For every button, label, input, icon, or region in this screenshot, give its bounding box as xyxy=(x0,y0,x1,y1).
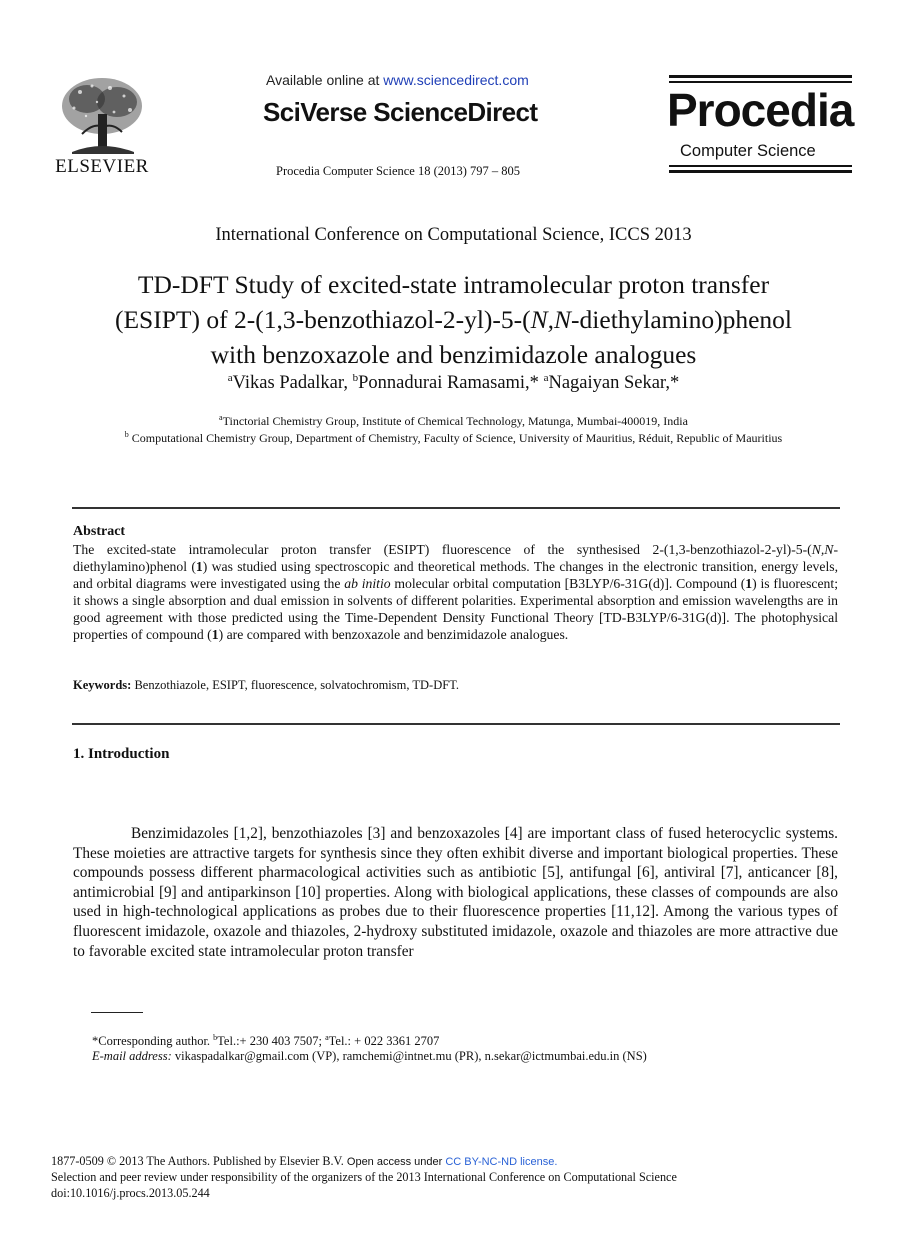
email-footnote xyxy=(92,1049,647,1064)
sciencedirect-link[interactable]: www.sciencedirect.com xyxy=(383,72,529,88)
email-label: E-mail address: xyxy=(92,1049,172,1063)
open-access-text: Open access under xyxy=(346,1156,446,1168)
title-line-2a: (ESIPT) of 2-(1,3-benzothiazol-2-yl)-5-( xyxy=(114,305,531,334)
affiliation-sup: a xyxy=(219,413,223,422)
footnote-sup: b xyxy=(213,1033,218,1042)
compound-number: 1 xyxy=(745,576,753,591)
title-line-2b: -diethylamino)phenol xyxy=(571,305,792,334)
peer-review-line: Selection and peer review under responsibility of the organizers of the 2013 International Conference on Computational Science xyxy=(51,1170,677,1184)
procedia-subtitle: Computer Science xyxy=(680,142,816,160)
affiliation-b xyxy=(0,430,907,446)
copyright-text: 1877-0509 © 2013 The Authors. Published by Elsevier B.V. xyxy=(51,1154,347,1168)
author-sup: a xyxy=(543,372,549,384)
introduction-heading: 1. Introduction xyxy=(73,746,170,762)
procedia-rule-bottom-thin xyxy=(669,165,852,167)
corresponding-author-footnote xyxy=(92,1033,439,1049)
procedia-rule-bottom xyxy=(669,170,852,173)
keywords xyxy=(73,678,459,693)
license-link[interactable]: CC BY-NC-ND license. xyxy=(445,1156,558,1168)
available-online xyxy=(266,72,529,88)
doi-line: doi:10.1016/j.procs.2013.05.244 xyxy=(51,1186,210,1200)
abstract-run: ) is fluorescent; it shows a single absorption and dual emission in solvents of different polarities. Experimental absorption and emission wavelengths are in good agreement with those predicted using the Time-Dependent Density Functional Theory [TD-B3LYP/6-31G(d)]. The photophysical properties of compound ( xyxy=(73,576,838,642)
abstract-run: ) are compared with benzoxazole and benzimidazole analogues. xyxy=(218,627,569,642)
author-list xyxy=(0,372,907,394)
affiliation-text: Computational Chemistry Group, Department of Chemistry, Faculty of Science, University of Mauritius, Réduit, Republic of Mauritius xyxy=(128,431,783,445)
introduction-paragraph: Benzimidazoles [1,2], benzothiazoles [3] and benzoxazoles [4] are important class of fused heterocyclic systems. These moieties are attractive targets for synthesis since they often exhibit diverse and important biological properties. These compounds possess different pharmacological activities such as antibiotic [5], antifungal [6], antiviral [7], anticancer [8], antimicrobial [9] and antiparkinson [10] properties. Along with biological applications, these classes of compounds are also used in high-technological applications as probes due to their fluorescence properties [11,12]. Among the various types of fluorescent imidazole, oxazole and thiazoles, 2-hydroxy substituted imidazole, oxazole and thiazoles are more attractive due to favorable excited state intramolecular proton transfer xyxy=(73,825,838,960)
compound-number: 1 xyxy=(211,627,219,642)
title-line-3: with benzoxazole and benzimidazole analogues xyxy=(210,340,697,369)
journal-reference: Procedia Computer Science 18 (2013) 797 – 805 xyxy=(276,164,521,178)
affiliation-sup: b xyxy=(124,430,129,439)
footnote-sup: a xyxy=(325,1033,329,1042)
available-prefix: Available online at xyxy=(266,72,384,88)
keywords-list: Benzothiazole, ESIPT, fluorescence, solvatochromism, TD-DFT. xyxy=(131,678,460,692)
elsevier-wordmark: ELSEVIER xyxy=(55,156,149,177)
procedia-rule-top xyxy=(669,75,852,78)
section-divider xyxy=(72,723,840,725)
section-divider xyxy=(72,507,840,509)
author-name: Nagaiyan Sekar,* xyxy=(548,373,680,394)
abstract-run: ) was studied using spectroscopic and theoretical methods. The changes in the electronic transition, energy levels, and orbital diagrams were investigated using the xyxy=(73,559,838,591)
author-sup: a xyxy=(227,372,233,384)
abstract-run: molecular orbital computation [B3LYP/6-31G(d)]. Compound ( xyxy=(390,576,746,591)
conference-name: International Conference on Computational Science, ICCS 2013 xyxy=(215,225,692,245)
footnote-rule xyxy=(91,1012,143,1013)
procedia-logo: Procedia xyxy=(667,84,854,136)
copyright-line xyxy=(51,1154,557,1169)
procedia-rule-top-thin xyxy=(669,81,852,83)
footnote-run: Tel.: + 022 3361 2707 xyxy=(328,1034,440,1049)
abstract-run: The excited-state intramolecular proton transfer (ESIPT) fluorescence of the synthesised 2-(1,3-benzothiazol-2-yl)-5-( xyxy=(73,542,812,557)
abstract-italic: N,N xyxy=(811,542,834,557)
footnote-run: Tel.:+ 230 403 7507; xyxy=(217,1034,326,1049)
abstract-run: -diethylamino)phenol ( xyxy=(73,542,838,574)
author-name: Vikas Padalkar, xyxy=(232,373,353,394)
abstract-italic: ab initio xyxy=(344,576,391,591)
author-sup: b xyxy=(352,372,359,384)
keywords-label: Keywords: xyxy=(73,678,132,692)
abstract-text xyxy=(73,541,838,643)
affiliation-a xyxy=(0,413,907,429)
email-addresses: vikaspadalkar@gmail.com (VP), ramchemi@intnet.mu (PR), n.sekar@ictmumbai.edu.in (NS) xyxy=(171,1049,647,1063)
footnote-run: *Corresponding author. xyxy=(92,1034,214,1049)
author-name: Ponnadurai Ramasami,* xyxy=(358,373,544,394)
affiliation-text: Tinctorial Chemistry Group, Institute of Chemical Technology, Matunga, Mumbai-400019, India xyxy=(222,414,688,428)
sciverse-logo: SciVerse ScienceDirect xyxy=(263,97,538,127)
compound-number: 1 xyxy=(195,559,203,574)
abstract-heading: Abstract xyxy=(73,524,126,539)
paper-title xyxy=(40,267,867,372)
title-line-1: TD-DFT Study of excited-state intramolecular proton transfer xyxy=(137,270,770,299)
title-italic: N,N xyxy=(530,305,572,334)
